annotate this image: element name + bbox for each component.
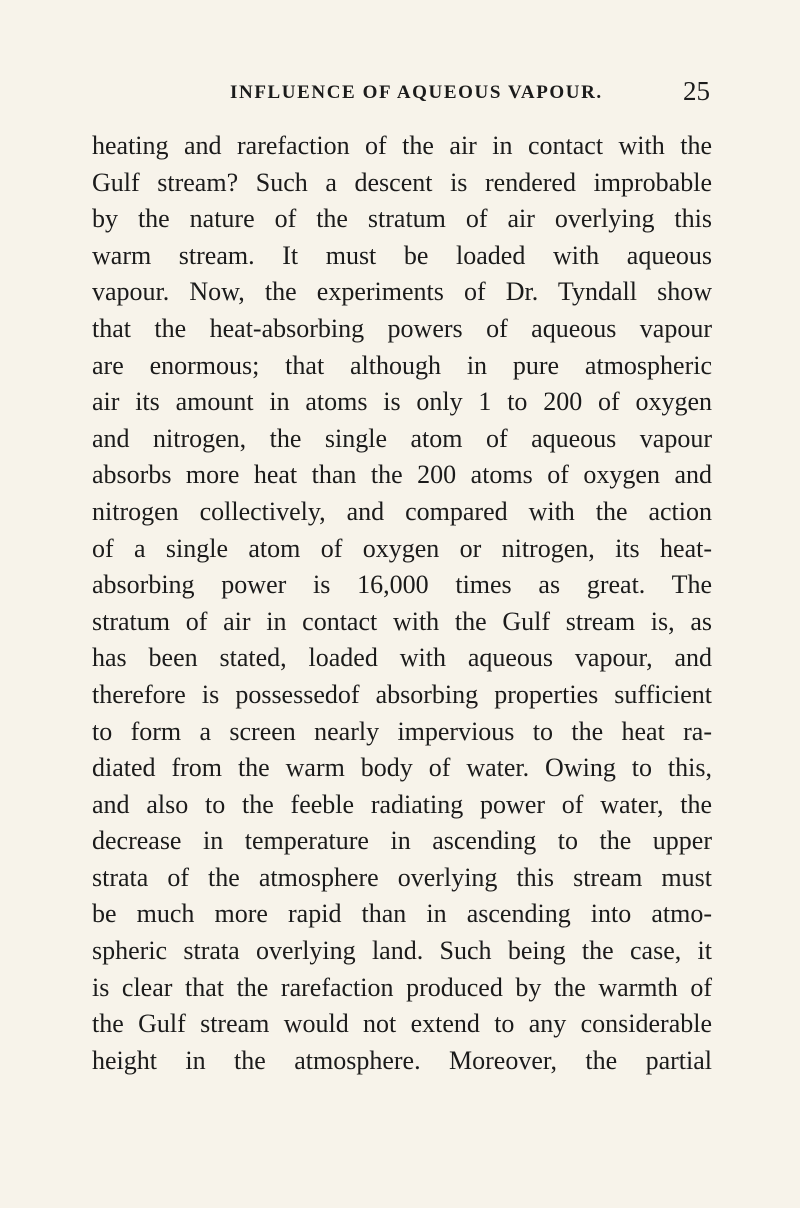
text-line: of a single atom of oxygen or nitrogen, its heat- <box>92 533 712 563</box>
text-line: strata of the atmosphere overlying this stream must <box>92 862 712 892</box>
running-head <box>92 76 712 112</box>
text-line: has been stated, loaded with aqueous vapour, and <box>92 643 712 673</box>
text-line: spheric strata overlying land. Such being the case, it <box>92 936 712 966</box>
text-line: absorbs more heat than the 200 atoms of oxygen and <box>92 460 712 490</box>
text-line: nitrogen collectively, and compared with the action <box>92 496 712 526</box>
text-line: Gulf stream? Such a descent is rendered improbable <box>92 167 712 197</box>
text-line: warm stream. It must be loaded with aqueous <box>92 240 712 270</box>
text-line: stratum of air in contact with the Gulf stream is, as <box>92 606 712 636</box>
text-line: heating and rarefaction of the air in contact with the <box>92 131 712 160</box>
text-line: is clear that the rarefaction produced by the warmth of <box>92 972 712 1002</box>
text-line: diated from the warm body of water. Owing to this, <box>92 753 712 783</box>
text-line: decrease in temperature in ascending to the upper <box>92 826 712 856</box>
text-line: that the heat-absorbing powers of aqueous vapour <box>92 313 712 343</box>
text-line: and also to the feeble radiating power of water, the <box>92 789 712 819</box>
text-line: be much more rapid than in ascending into atmo- <box>92 899 712 929</box>
text-line: are enormous; that although in pure atmospheric <box>92 350 712 380</box>
text-line: vapour. Now, the experiments of Dr. Tyndall show <box>92 277 712 307</box>
body-text <box>92 128 712 1079</box>
text-line: therefore is possessedof absorbing properties sufficient <box>92 679 712 709</box>
text-line: to form a screen nearly impervious to the heat ra- <box>92 716 712 746</box>
text-line: by the nature of the stratum of air overlying this <box>92 204 712 234</box>
text-line: absorbing power is 16,000 times as great. The <box>92 570 712 600</box>
text-line: and nitrogen, the single atom of aqueous vapour <box>92 423 712 453</box>
text-line: height in the atmosphere. Moreover, the partial <box>92 1045 712 1075</box>
text-line: the Gulf stream would not extend to any considerable <box>92 1009 712 1039</box>
text-line: air its amount in atoms is only 1 to 200 of oxygen <box>92 387 712 417</box>
running-title: INFLUENCE OF AQUEOUS VAPOUR. <box>230 82 603 103</box>
page-number: 25 <box>683 76 710 106</box>
